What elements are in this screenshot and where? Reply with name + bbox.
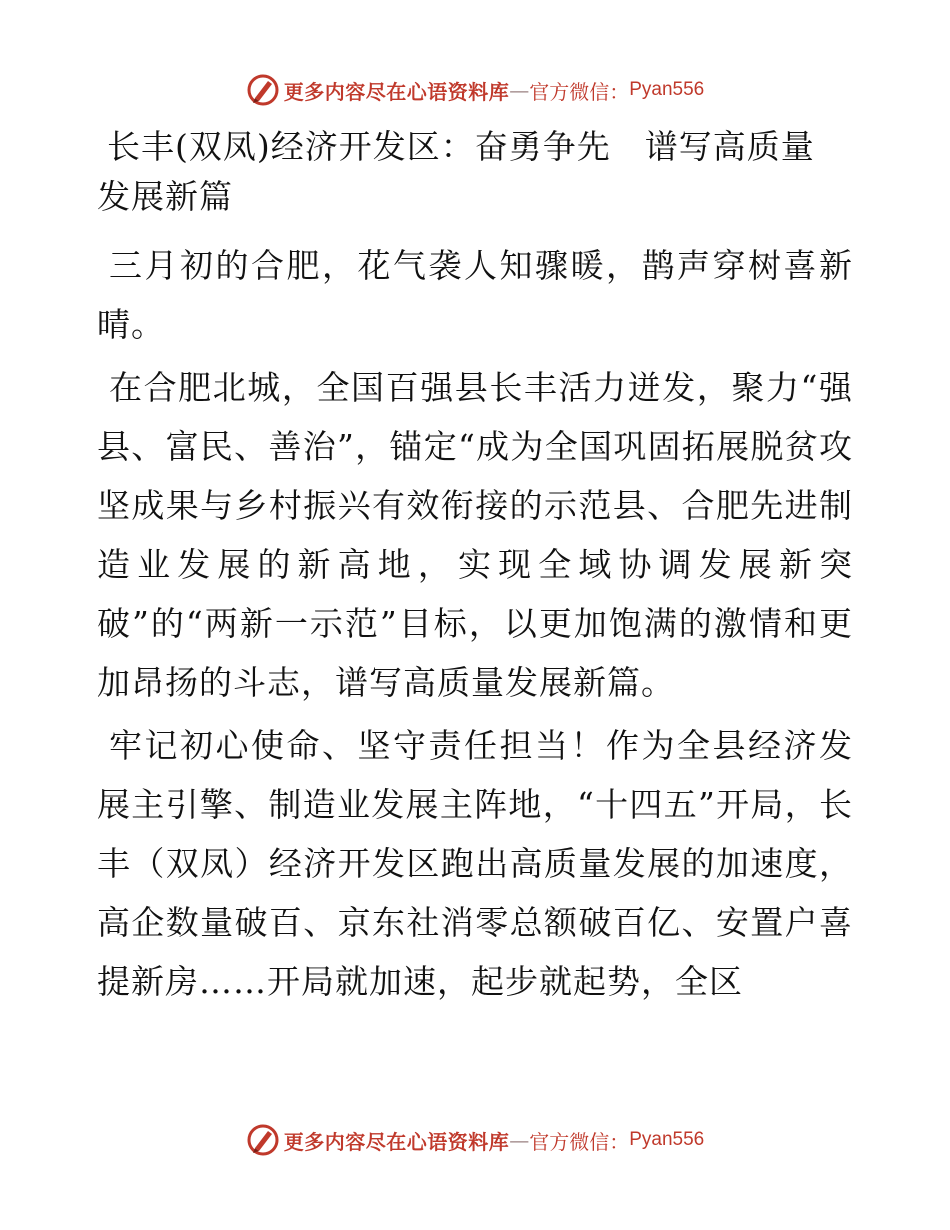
paragraph-1: 三月初的合肥，花气袭人知骤暖，鹊声穿树喜新晴。 — [97, 246, 853, 344]
watermark-wechat-label: 官方微信： — [529, 79, 630, 104]
pen-logo-icon — [246, 1123, 280, 1157]
watermark-main-text: 更多内容尽在心语资料库 — [283, 1129, 510, 1154]
paragraph-3: 牢记初心使命、坚守责任担当！作为全县经济发展主引擎、制造业发展主阵地，“十四五”开局，长丰（双凤）经济开发区跑出高质量发展的加速度，高企数量破百、京东社消零总额破百亿、安置户喜提新房……开局就加速，起步就起势，全区 — [97, 726, 853, 1001]
title-line-2: 发展新篇 — [97, 177, 233, 216]
watermark-banner — [246, 73, 705, 107]
document-body — [97, 122, 853, 1015]
paragraph-2: 在合肥北城，全国百强县长丰活力迸发，聚力“强县、富民、善治”，锚定“成为全国巩固拓展脱贫攻坚成果与乡村振兴有效衔接的示范县、合肥先进制造业发展的新高地，实现全域协调发展新突破”的“两新一示范”目标，以更加饱满的激情和更加昂扬的斗志，谱写高质量发展新篇。 — [97, 368, 853, 702]
watermark-main-text: 更多内容尽在心语资料库 — [283, 79, 510, 104]
document-title — [97, 122, 853, 222]
watermark-wechat-id: Pyan556 — [629, 1129, 705, 1150]
watermark-separator: — — [509, 78, 530, 102]
page-footer-watermark — [0, 1120, 950, 1160]
title-line-1: 长丰(双凤)经济开发区：奋勇争先 谱写高质量 — [107, 127, 815, 166]
watermark-wechat-id: Pyan556 — [629, 79, 705, 100]
watermark-banner-footer — [246, 1123, 705, 1157]
watermark-separator: — — [509, 1128, 530, 1152]
watermark-wechat-label: 官方微信： — [529, 1129, 630, 1154]
page-header-watermark — [0, 70, 950, 110]
pen-logo-icon — [246, 73, 280, 107]
